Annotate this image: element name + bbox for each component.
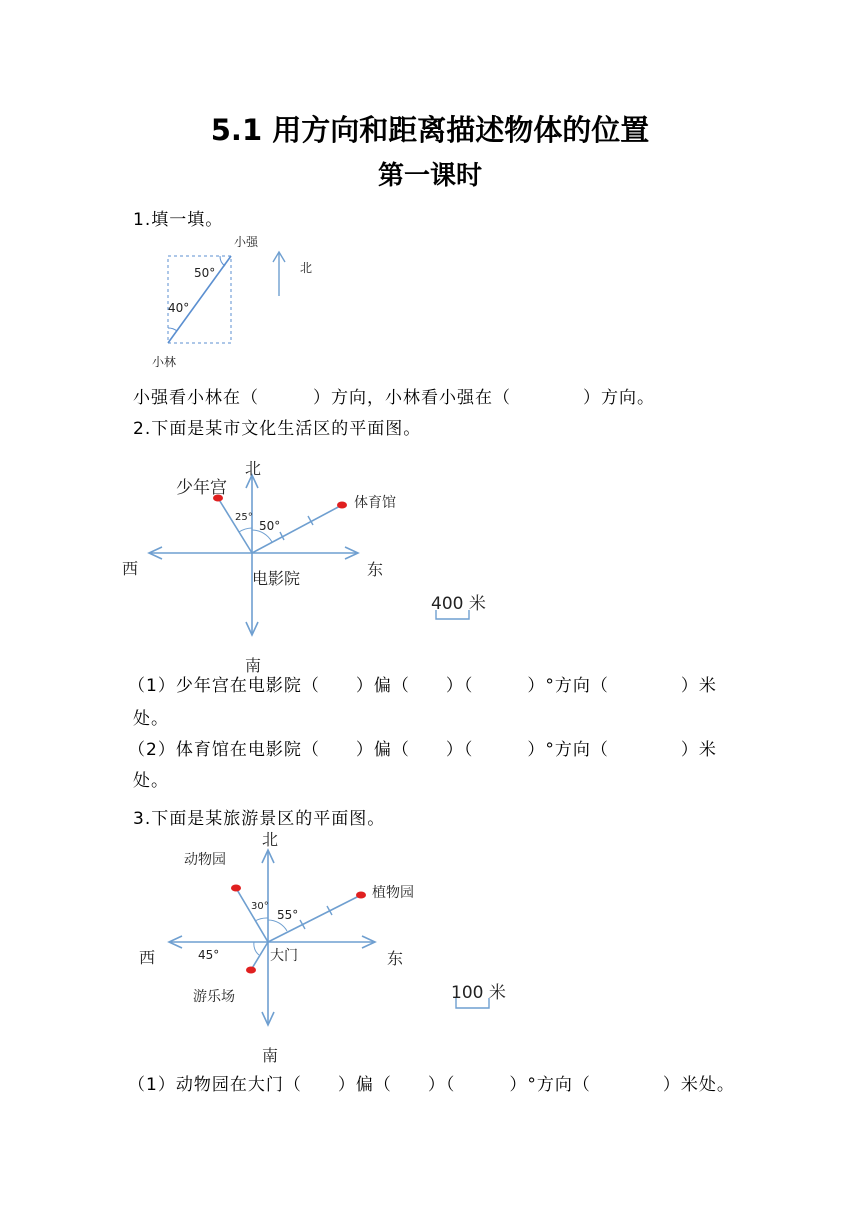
page-subtitle: 第一课时	[377, 161, 482, 191]
q3-place-a-label: 动物园	[184, 852, 226, 868]
q3-east-label: 东	[387, 949, 404, 968]
q2-place-a-label: 少年宫	[176, 478, 227, 498]
q3-place-b-label: 植物园	[372, 885, 414, 901]
q2-sub1: （1）少年宫在电影院（ ）偏（ ）（ ）°方向（ ）米	[128, 676, 717, 696]
q2-south-label: 南	[245, 656, 262, 675]
q3-south-label: 南	[262, 1046, 279, 1065]
q2-sub2: （2）体育馆在电影院（ ）偏（ ）（ ）°方向（ ）米	[128, 740, 717, 760]
q2-east-label: 东	[367, 560, 384, 579]
q3-heading: 3.下面是某旅游景区的平面图。	[133, 809, 386, 829]
q3-west-label: 西	[139, 948, 156, 967]
q2-sub1-cont: 处。	[133, 709, 169, 729]
q2-west-label: 西	[122, 559, 139, 578]
q3-center-label: 大门	[270, 948, 298, 964]
page-title: 5.1 用方向和距离描述物体的位置	[210, 113, 650, 147]
q2-scale-label: 400 米	[431, 594, 486, 614]
q2-north-label: 北	[245, 459, 262, 478]
q2-heading: 2.下面是某市文化生活区的平面图。	[133, 419, 422, 439]
q3-angle-b: 55°	[277, 908, 299, 922]
q3-place-c-label: 游乐场	[193, 989, 235, 1005]
q1-angle-bottom: 40°	[168, 301, 190, 315]
q3-north-label: 北	[262, 830, 279, 849]
q2-center-label: 电影院	[252, 569, 301, 588]
q3-sub1: （1）动物园在大门（ ）偏（ ）（ ）°方向（ ）米处。	[128, 1075, 735, 1095]
q1-north-label: 北	[300, 261, 313, 275]
q1-question: 小强看小林在（ ）方向，小林看小强在（ ）方向。	[133, 388, 655, 408]
q1-heading: 1.填一填。	[133, 210, 224, 230]
q3-scale-label: 100 米	[451, 983, 506, 1003]
q1-person-bottom: 小林	[152, 355, 177, 369]
q2-angle-a: 25°	[235, 512, 253, 523]
q1-angle-top: 50°	[194, 266, 216, 280]
q2-place-b-label: 体育馆	[354, 495, 396, 511]
q3-angle-c: 45°	[198, 948, 220, 962]
q2-angle-b: 50°	[259, 519, 281, 533]
q3-angle-a: 30°	[251, 901, 269, 912]
q2-sub2-cont: 处。	[133, 771, 169, 791]
q1-person-top: 小强	[234, 235, 259, 249]
